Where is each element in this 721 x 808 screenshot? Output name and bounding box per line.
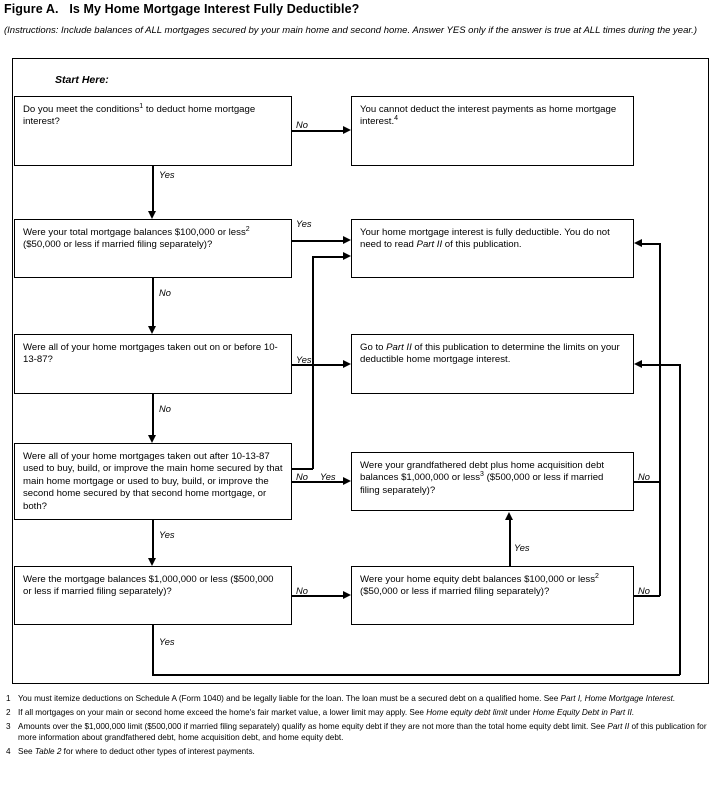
edge-label-q4-down-yes: Yes bbox=[159, 530, 175, 540]
edge-label-q2-yes: Yes bbox=[296, 219, 312, 229]
edge-q3-riser bbox=[312, 256, 314, 365]
figure-label: Figure A. bbox=[4, 2, 59, 16]
edge-label-q7-no: No bbox=[638, 586, 650, 596]
edge-q2-to-q3 bbox=[152, 278, 154, 326]
box-result-fully-deductible: Your home mortgage interest is fully deductible. You do not need to read Part II of this publication. bbox=[351, 219, 634, 278]
footnotes bbox=[4, 694, 718, 761]
edge-q6-yes-riser bbox=[679, 364, 681, 675]
footnote-4-text: See Table 2 for where to deduct other types of interest payments. bbox=[18, 746, 255, 756]
footnote-4-mark: 4 bbox=[6, 746, 11, 756]
box-q6: Were the mortgage balances $1,000,000 or less ($500,000 or less if married filing separately)? bbox=[14, 566, 292, 625]
arrow-q1-to-r1 bbox=[343, 126, 351, 134]
box-q5: Were your grandfathered debt plus home acquisition debt balances $1,000,000 or less$^3$ ($500,000 or less if married filing separately)? bbox=[351, 452, 634, 511]
edge-q6-yes-run bbox=[152, 674, 680, 676]
edge-label-q6-yes: Yes bbox=[159, 637, 175, 647]
footnote-1-mark: 1 bbox=[6, 694, 11, 703]
edge-q6-yes-drop bbox=[152, 625, 154, 675]
arrow-q1-to-q2 bbox=[148, 211, 156, 219]
box-q2: Were your total mortgage balances $100,000 or less$^2$ ($50,000 or less if married filing separately)? bbox=[14, 219, 292, 278]
edge-q4-to-q6 bbox=[152, 520, 154, 558]
instructions-text: (Instructions: Include balances of ALL mortgages secured by your main home and second home. Answer YES only if the answer is true at ALL times during the year.) bbox=[4, 25, 697, 36]
edge-q4-to-r3 bbox=[312, 364, 343, 366]
footnote-1-text: You must itemize deductions on Schedule A (Form 1040) and be legally liable for the loan. The loan must be a secured debt on a qualified home. See Part I, Home Mortgage Interest. bbox=[18, 694, 676, 703]
footnote-2 bbox=[4, 708, 718, 719]
arrow-q4-to-q5 bbox=[343, 477, 351, 485]
edge-q1-to-r1 bbox=[292, 130, 343, 132]
edge-label-q3-yes: Yes bbox=[296, 355, 312, 365]
footnote-1 bbox=[4, 694, 718, 705]
edge-q7-yes-to-q5 bbox=[509, 520, 511, 566]
footnote-3-mark: 3 bbox=[6, 722, 11, 732]
edge-q6-yes-to-r3 bbox=[642, 364, 681, 366]
arrow-q7-yes-to-q5 bbox=[505, 512, 513, 520]
box-q4: Were all of your home mortgages taken out after 10-13-87 used to buy, build, or improve the main home secured by that main home mortgage or used to buy, build, or improve the second home secured by that second home mortgage, or both? bbox=[14, 443, 292, 520]
edge-label-q3-no: No bbox=[159, 404, 171, 414]
page-title bbox=[4, 2, 359, 16]
footnote-4 bbox=[4, 747, 718, 758]
edge-q1-to-q2 bbox=[152, 166, 154, 211]
arrow-q6-yes-to-r3 bbox=[634, 360, 642, 368]
edge-label-q6-no: No bbox=[296, 586, 308, 596]
box-q3: Were all of your home mortgages taken out on or before 10-13-87? bbox=[14, 334, 292, 394]
arrow-q6-to-q7 bbox=[343, 591, 351, 599]
edge-q3-to-r2 bbox=[312, 256, 343, 258]
arrow-q4-to-r3 bbox=[343, 360, 351, 368]
arrow-q2-to-r2 bbox=[343, 236, 351, 244]
arrow-q3-to-r2 bbox=[343, 252, 351, 260]
edge-q5-no-to-r2 bbox=[642, 243, 661, 245]
edge-label-q4-no: No bbox=[296, 472, 308, 482]
edge-q2-to-r2 bbox=[292, 240, 343, 242]
footnote-3-text: Amounts over the $1,000,000 limit ($500,000 if married filing separately) qualify as home equity debt if they are not more than the total home equity debt limit. See Part II of this publication for more information about grandfathered debt, home acquisition debt, and home equity debt. bbox=[18, 722, 707, 742]
arrow-q5-no-to-r2 bbox=[634, 239, 642, 247]
arrow-q2-to-q3 bbox=[148, 326, 156, 334]
edge-label-q1-no: No bbox=[296, 120, 308, 130]
start-here-label: Start Here: bbox=[55, 74, 109, 86]
box-q7: Were your home equity debt balances $100,000 or less$^2$ ($50,000 or less if married filing separately)? bbox=[351, 566, 634, 625]
edge-q4-yes-stub bbox=[292, 468, 313, 470]
edge-q7-no-riser bbox=[659, 364, 661, 596]
box-result-not-deductible: You cannot deduct the interest payments as home mortgage interest.$^4$ bbox=[351, 96, 634, 166]
edge-q4-yes-riser bbox=[312, 364, 314, 469]
footnote-2-mark: 2 bbox=[6, 708, 11, 718]
edge-label-q4-yes-up: Yes bbox=[514, 543, 530, 553]
figure-title-text: Is My Home Mortgage Interest Fully Deductible? bbox=[69, 2, 360, 16]
arrow-q4-to-q6 bbox=[148, 558, 156, 566]
box-result-go-to-part-ii: Go to Part II of this publication to determine the limits on your deductible home mortgage interest. bbox=[351, 334, 634, 394]
footnote-3 bbox=[4, 722, 718, 743]
box-q1: Do you meet the conditions$^1$ to deduct home mortgage interest? bbox=[14, 96, 292, 166]
footnote-2-text: If all mortgages on your main or second home exceed the home's fair market value, a lower limit may apply. See Home equity debt limit under Home Equity Debt in Part II. bbox=[18, 708, 635, 718]
edge-q3-to-q4 bbox=[152, 394, 154, 435]
edge-label-q5-no: No bbox=[638, 472, 650, 482]
edge-label-q4-yes: Yes bbox=[320, 472, 336, 482]
arrow-q3-to-q4 bbox=[148, 435, 156, 443]
edge-label-q2-no: No bbox=[159, 288, 171, 298]
edge-label-q1-yes: Yes bbox=[159, 170, 175, 180]
